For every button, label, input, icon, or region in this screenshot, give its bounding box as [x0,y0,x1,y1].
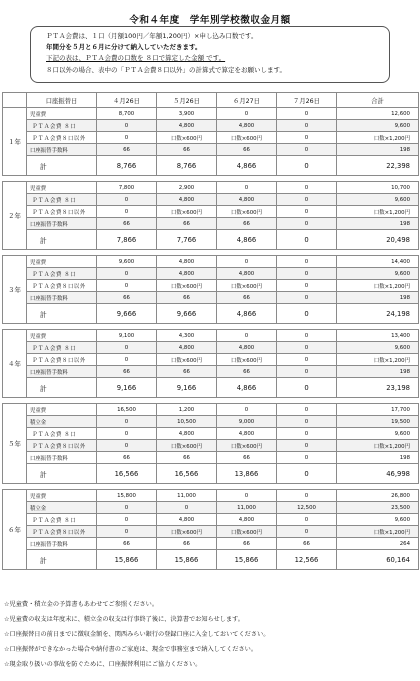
table-row [3,502,419,514]
total-amount-cell: 8,766 [157,156,217,176]
fee-amount-cell: 14,400 [337,256,419,268]
column-header: 合計 [337,93,419,108]
fee-amount-cell: 0 [97,268,157,280]
fee-item-label: ＰＴＡ会費 ８口 [27,428,97,440]
fee-amount-cell: 0 [97,502,157,514]
fee-amount-cell: 0 [217,404,277,416]
fee-amount-cell: 0 [277,182,337,194]
fee-amount-cell: 口数×1,200円 [337,354,419,366]
fee-amount-cell: 1,200 [157,404,217,416]
fee-amount-cell: 0 [97,132,157,144]
total-amount-cell: 8,766 [97,156,157,176]
fee-amount-cell: 4,800 [217,120,277,132]
fee-amount-cell: 12,500 [277,502,337,514]
fee-amount-cell: 0 [277,120,337,132]
fee-amount-cell: 0 [97,120,157,132]
fee-item-label: 口座振替手数料 [27,452,97,464]
fee-item-label: ＰＴＡ会費 ８口 [27,194,97,206]
total-label: 計 [27,304,97,324]
fee-amount-cell: 0 [277,404,337,416]
fee-amount-cell: 0 [277,144,337,156]
column-header: ７月26日 [277,93,337,108]
grade-total-row [3,230,419,250]
fee-amount-cell: 4,800 [157,194,217,206]
table-row [3,330,419,342]
table-row [3,428,419,440]
table-row [3,108,419,120]
fee-amount-cell: 7,800 [97,182,157,194]
fee-amount-cell: 0 [217,330,277,342]
fee-amount-cell: 口数×600円 [217,206,277,218]
fee-item-label: 口座振替手数料 [27,538,97,550]
fee-amount-cell: 0 [277,366,337,378]
fee-amount-cell: 66 [97,292,157,304]
fee-amount-cell: 0 [277,218,337,230]
table-row [3,256,419,268]
fee-amount-cell: 0 [217,256,277,268]
grade-total-row [3,550,419,570]
fee-amount-cell: 0 [157,502,217,514]
column-header: ５月26日 [157,93,217,108]
table-row [3,292,419,304]
fee-amount-cell: 0 [97,354,157,366]
total-amount-cell: 4,866 [217,378,277,398]
fee-amount-cell: 198 [337,366,419,378]
total-label: 計 [27,378,97,398]
fee-amount-cell: 0 [97,280,157,292]
table-row [3,366,419,378]
fee-item-label: 口座振替手数料 [27,366,97,378]
total-amount-cell: 9,166 [97,378,157,398]
fee-item-label: 児童費 [27,256,97,268]
grade-total-row [3,156,419,176]
total-amount-cell: 4,866 [217,304,277,324]
total-amount-cell: 0 [277,230,337,250]
total-amount-cell: 15,866 [217,550,277,570]
fee-item-label: 児童費 [27,404,97,416]
total-amount-cell: 9,166 [157,378,217,398]
fee-item-label: 児童費 [27,330,97,342]
fee-amount-cell: 10,700 [337,182,419,194]
fee-item-label: ＰＴＡ会費８口以外 [27,280,97,292]
fee-amount-cell: 4,800 [157,514,217,526]
fee-amount-cell: 0 [97,194,157,206]
footnote: ☆児童費・積立金の予算書もあわせてご参照ください。 [4,601,159,608]
notice-line-1: ＰＴＡ会費は、１口（月額100円／年額1,200円）×申し込み口数です。 [46,32,258,40]
notice-line-2: 年間分を５月と６月に分けて納入していただきます。 [46,43,202,52]
fee-item-label: 口座振替手数料 [27,144,97,156]
table-row [3,538,419,550]
fee-item-label: 児童費 [27,182,97,194]
footnote: ☆児童費の収支は年度末に、積立金の収支は行事終了後に、決算書でお知らせします。 [4,616,244,623]
fee-amount-cell: 口数×600円 [157,206,217,218]
fee-amount-cell: 0 [277,108,337,120]
fee-amount-cell: 口数×600円 [217,132,277,144]
fee-amount-cell: 0 [97,440,157,452]
fee-table [2,92,419,570]
table-row [3,206,419,218]
fee-amount-cell: 口数×600円 [157,526,217,538]
fee-amount-cell: 0 [277,440,337,452]
total-amount-cell: 7,766 [157,230,217,250]
fee-amount-cell: 4,800 [157,268,217,280]
page-title: 令和４年度 学年別学校徴収金月額 [129,15,291,26]
fee-amount-cell: 66 [157,292,217,304]
total-amount-cell: 60,164 [337,550,419,570]
column-header: 口座振替日 [27,93,97,108]
fee-amount-cell: 2,900 [157,182,217,194]
table-row [3,452,419,464]
fee-amount-cell: 4,800 [157,342,217,354]
table-row [3,120,419,132]
table-row [3,144,419,156]
fee-item-label: ＰＴＡ会費 ８口 [27,342,97,354]
fee-amount-cell: 0 [277,330,337,342]
fee-amount-cell: 0 [277,428,337,440]
total-amount-cell: 13,866 [217,464,277,484]
fee-amount-cell: 13,400 [337,330,419,342]
fee-amount-cell: 0 [277,526,337,538]
fee-amount-cell: 0 [277,416,337,428]
fee-amount-cell: 66 [217,538,277,550]
fee-amount-cell: 198 [337,144,419,156]
fee-amount-cell: 0 [97,514,157,526]
total-label: 計 [27,550,97,570]
fee-amount-cell: 0 [97,342,157,354]
total-amount-cell: 15,866 [97,550,157,570]
fee-amount-cell: 口数×600円 [157,354,217,366]
fee-item-label: 口座振替手数料 [27,218,97,230]
fee-amount-cell: 4,800 [217,428,277,440]
fee-amount-cell: 0 [277,256,337,268]
fee-amount-cell: 0 [217,490,277,502]
fee-amount-cell: 12,600 [337,108,419,120]
table-row [3,354,419,366]
fee-amount-cell: 4,800 [217,342,277,354]
footnote: ☆口座振替ができなかった場合や納付書のご家庭は、現金で事務室まで納入してください。 [4,646,258,653]
fee-table-body [3,108,419,570]
fee-item-label: 積立金 [27,416,97,428]
fee-amount-cell: 66 [277,538,337,550]
fee-amount-cell: 0 [97,428,157,440]
fee-amount-cell: 66 [217,452,277,464]
total-amount-cell: 20,498 [337,230,419,250]
table-row [3,490,419,502]
fee-amount-cell: 9,600 [337,514,419,526]
grade-label: ６年 [3,490,27,570]
fee-item-label: ＰＴＡ会費 ８口 [27,514,97,526]
fee-amount-cell: 0 [217,182,277,194]
fee-amount-cell: 0 [277,452,337,464]
fee-amount-cell: 11,000 [157,490,217,502]
fee-amount-cell: 0 [277,514,337,526]
fee-amount-cell: 口数×600円 [157,132,217,144]
fee-item-label: ＰＴＡ会費８口以外 [27,440,97,452]
fee-amount-cell: 0 [277,342,337,354]
header-blank-cell [3,93,27,108]
total-amount-cell: 0 [277,156,337,176]
fee-amount-cell: 口数×1,200円 [337,132,419,144]
footnote: ☆現金取り扱いの事故を防ぐために、口座振替利用にご協力ください。 [4,661,202,668]
fee-amount-cell: 11,000 [217,502,277,514]
fee-item-label: ＰＴＡ会費８口以外 [27,132,97,144]
fee-amount-cell: 9,600 [337,194,419,206]
fee-item-label: ＰＴＡ会費 ８口 [27,120,97,132]
total-amount-cell: 7,866 [97,230,157,250]
total-amount-cell: 15,866 [157,550,217,570]
total-amount-cell: 9,666 [157,304,217,324]
fee-item-label: 口座振替手数料 [27,292,97,304]
fee-amount-cell: 4,800 [217,194,277,206]
table-row [3,218,419,230]
table-row [3,404,419,416]
grade-label: ５年 [3,404,27,484]
fee-amount-cell: 15,800 [97,490,157,502]
fee-amount-cell: 4,300 [157,330,217,342]
fee-item-label: 児童費 [27,108,97,120]
fee-amount-cell: 0 [217,108,277,120]
fee-amount-cell: 10,500 [157,416,217,428]
fee-amount-cell: 9,000 [217,416,277,428]
table-row [3,132,419,144]
table-row [3,182,419,194]
fee-amount-cell: 66 [217,366,277,378]
fee-amount-cell: 4,800 [157,428,217,440]
fee-amount-cell: 198 [337,218,419,230]
fee-amount-cell: 66 [157,144,217,156]
fee-amount-cell: 16,500 [97,404,157,416]
total-label: 計 [27,464,97,484]
fee-item-label: ＰＴＡ会費 ８口 [27,268,97,280]
grade-label: １年 [3,108,27,176]
grade-total-row [3,378,419,398]
fee-amount-cell: 口数×1,200円 [337,440,419,452]
fee-amount-cell: 0 [97,416,157,428]
fee-amount-cell: 66 [157,452,217,464]
fee-amount-cell: 口数×600円 [217,280,277,292]
fee-item-label: ＰＴＡ会費８口以外 [27,526,97,538]
table-header-row [3,93,419,108]
fee-amount-cell: 9,600 [337,120,419,132]
grade-total-row [3,304,419,324]
column-header: ６月27日 [217,93,277,108]
grade-label: ２年 [3,182,27,250]
fee-amount-cell: 8,700 [97,108,157,120]
fee-amount-cell: 9,600 [337,428,419,440]
total-amount-cell: 0 [277,464,337,484]
total-amount-cell: 23,198 [337,378,419,398]
fee-amount-cell: 0 [277,280,337,292]
table-row [3,514,419,526]
fee-amount-cell: 口数×1,200円 [337,280,419,292]
notice-line-4: ８口以外の場合、表中の「ＰＴＡ会費８口以外」の計算式で算定をお願いします。 [46,65,286,74]
fee-amount-cell: 26,800 [337,490,419,502]
total-amount-cell: 0 [277,304,337,324]
fee-item-label: ＰＴＡ会費８口以外 [27,206,97,218]
total-label: 計 [27,230,97,250]
fee-item-label: ＰＴＡ会費８口以外 [27,354,97,366]
fee-amount-cell: 0 [277,354,337,366]
fee-amount-cell: 0 [97,206,157,218]
fee-amount-cell: 66 [217,292,277,304]
notice-line-3: 下記の表は、ＰＴＡ会費の口数を ８口で算定した金額 です。 [46,54,226,63]
fee-amount-cell: 3,900 [157,108,217,120]
total-amount-cell: 16,566 [97,464,157,484]
fee-amount-cell: 0 [277,194,337,206]
fee-item-label: 積立金 [27,502,97,514]
table-row [3,280,419,292]
table-row [3,194,419,206]
fee-amount-cell: 0 [277,268,337,280]
fee-amount-cell: 4,800 [217,268,277,280]
grade-total-row [3,464,419,484]
total-label: 計 [27,156,97,176]
fee-amount-cell: 19,500 [337,416,419,428]
fee-amount-cell: 9,600 [337,268,419,280]
fee-amount-cell: 66 [217,144,277,156]
fee-amount-cell: 口数×600円 [157,440,217,452]
table-row [3,342,419,354]
fee-amount-cell: 66 [97,218,157,230]
fee-amount-cell: 4,800 [157,256,217,268]
fee-amount-cell: 66 [157,538,217,550]
fee-amount-cell: 198 [337,292,419,304]
fee-amount-cell: 口数×600円 [217,526,277,538]
total-amount-cell: 16,566 [157,464,217,484]
fee-amount-cell: 264 [337,538,419,550]
fee-amount-cell: 66 [97,366,157,378]
grade-label: ４年 [3,330,27,398]
pta-fee-notice-box [30,26,390,83]
footnote: ☆口座振替日の前日までに徴収金額を、関西みらい銀行の登録口座に入金しておいてください。 [4,631,270,638]
total-amount-cell: 9,666 [97,304,157,324]
fee-amount-cell: 0 [277,292,337,304]
total-amount-cell: 24,198 [337,304,419,324]
table-row [3,416,419,428]
fee-amount-cell: 66 [97,538,157,550]
total-amount-cell: 12,566 [277,550,337,570]
fee-amount-cell: 23,500 [337,502,419,514]
fee-amount-cell: 4,800 [157,120,217,132]
fee-amount-cell: 9,600 [97,256,157,268]
fee-amount-cell: 0 [277,490,337,502]
fee-amount-cell: 口数×600円 [217,354,277,366]
fee-amount-cell: 17,700 [337,404,419,416]
table-row [3,268,419,280]
fee-amount-cell: 66 [157,366,217,378]
fee-amount-cell: 66 [157,218,217,230]
fee-amount-cell: 0 [97,526,157,538]
table-row [3,440,419,452]
table-row [3,526,419,538]
grade-label: ３年 [3,256,27,324]
total-amount-cell: 22,398 [337,156,419,176]
fee-amount-cell: 口数×1,200円 [337,206,419,218]
fee-item-label: 児童費 [27,490,97,502]
fee-amount-cell: 198 [337,452,419,464]
fee-amount-cell: 66 [97,452,157,464]
fee-amount-cell: 4,800 [217,514,277,526]
total-amount-cell: 46,998 [337,464,419,484]
total-amount-cell: 0 [277,378,337,398]
total-amount-cell: 4,866 [217,156,277,176]
fee-amount-cell: 0 [277,206,337,218]
fee-amount-cell: 0 [277,132,337,144]
total-amount-cell: 4,866 [217,230,277,250]
fee-amount-cell: 9,100 [97,330,157,342]
fee-amount-cell: 66 [97,144,157,156]
column-header: ４月26日 [97,93,157,108]
fee-amount-cell: 口数×600円 [157,280,217,292]
fee-amount-cell: 口数×600円 [217,440,277,452]
fee-amount-cell: 口数×1,200円 [337,526,419,538]
fee-amount-cell: 66 [217,218,277,230]
fee-amount-cell: 9,600 [337,342,419,354]
